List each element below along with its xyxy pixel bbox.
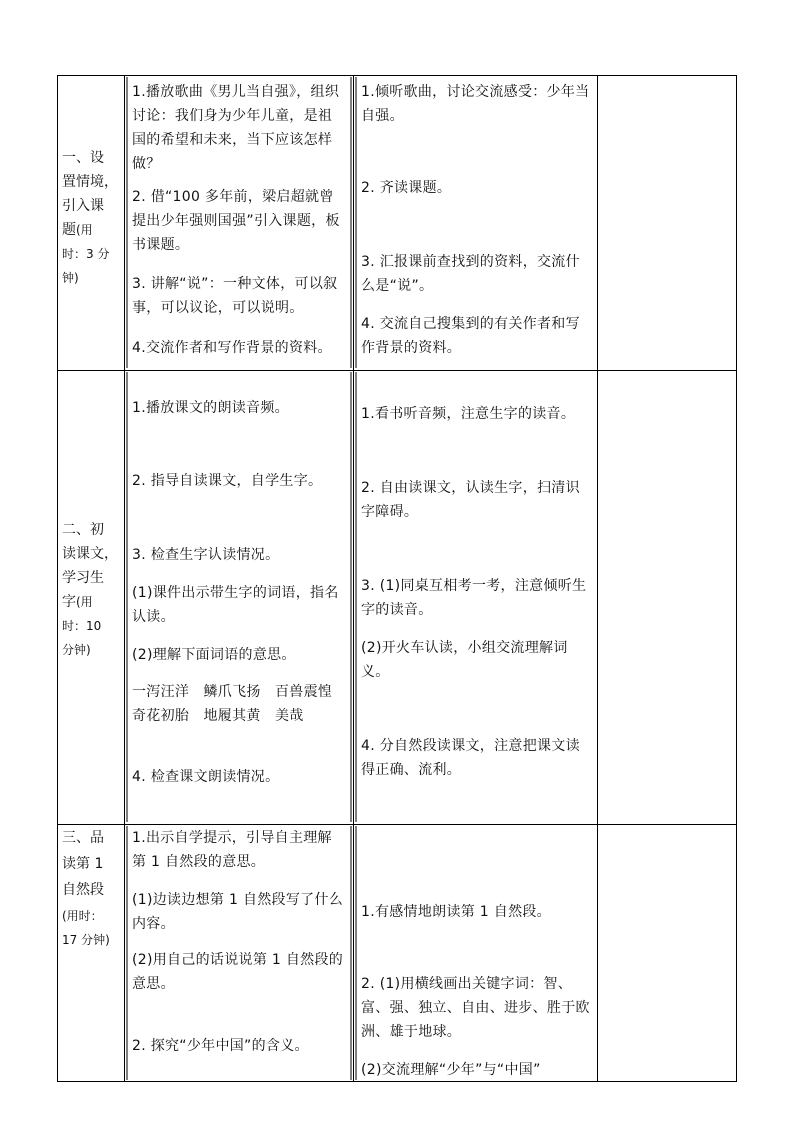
teacher-paragraph: 4.交流作者和写作背景的资料。: [132, 340, 332, 356]
stage-line: 学习生: [62, 570, 104, 586]
stage-cell-3: [62, 826, 122, 952]
stage-line: 三、品: [62, 830, 104, 846]
student-paragraph: 3. (1)同桌互相考一考，注意倾听生字的读音。: [361, 578, 587, 618]
stage-line: 读第 1: [62, 856, 104, 872]
student-paragraph: 4. 分自然段读课文，注意把课文读得正确、流利。: [361, 738, 580, 778]
remarks-cell-1: [598, 76, 736, 370]
teacher-paragraph: 一泻汪洋 鳞爪飞扬 百兽震惶 奇花初胎 地履其黄 美哉: [132, 684, 347, 724]
stage-line: 读课文，: [62, 546, 118, 562]
student-paragraph: (2)交流理解“少年”与“中国”: [361, 1062, 541, 1078]
stage-line: 引入课: [62, 198, 104, 214]
stage-line: 二、初: [62, 522, 104, 538]
teacher-paragraph: (2)用自己的话说说第 1 自然段的意思。: [132, 952, 344, 992]
stage-line: 时：3 分: [62, 247, 110, 261]
stage-line: (用: [76, 595, 93, 609]
remarks-cell-2: [598, 371, 736, 824]
remarks-cell-3: [598, 825, 736, 1081]
stage-line: 分钟): [62, 643, 91, 657]
stage-line: 时：10: [62, 619, 102, 633]
stage-line: 题: [62, 222, 76, 238]
student-paragraph: 2. 自由读课文，认读生字，扫清识字障碍。: [361, 480, 580, 520]
student-paragraph: 2. (1)用横线画出关键字词：智、富、强、独立、自由、进步、胜于欧洲、雄于地球。: [361, 976, 590, 1040]
teacher-paragraph: (1)课件出示带生字的词语，指名认读。: [132, 585, 339, 625]
teacher-paragraph: (1)边读边想第 1 自然段写了什么内容。: [132, 892, 344, 932]
student-paragraph: 4. 交流自己搜集到的有关作者和写作背景的资料。: [361, 316, 580, 356]
teacher-paragraph: 2. 探究“少年中国”的含义。: [132, 1038, 309, 1054]
student-paragraph: 3. 汇报课前查找到的资料，交流什么是“说”。: [361, 254, 580, 294]
stage-line: 字: [62, 594, 76, 610]
student-paragraph: (2)开火车认读，小组交流理解词义。: [361, 640, 568, 680]
teacher-paragraph: 3. 检查生字认读情况。: [132, 547, 280, 563]
teacher-paragraph: 1.播放课文的朗读音频。: [132, 400, 289, 416]
student-paragraph: 1.倾听歌曲，讨论交流感受：少年当自强。: [361, 84, 590, 124]
student-paragraph: 1.有感情地朗读第 1 自然段。: [361, 904, 551, 920]
teacher-paragraph: 2. 借“100 多年前，梁启超就曾提出少年强则国强”引入课题，板书课题。: [132, 189, 340, 253]
stage-cell-1: [62, 146, 122, 290]
stage-line: 钟): [62, 271, 79, 285]
teacher-paragraph: 3. 讲解“说”：一种文体，可以叙事，可以议论，可以说明。: [132, 276, 338, 316]
stage-line: 一、设: [62, 150, 104, 166]
stage-line: 自然段: [62, 882, 104, 898]
teacher-paragraph: 1.播放歌曲《男儿当自强》，组织讨论：我们身为少年儿童，是祖国的希望和未来，当下应该怎样做？: [132, 84, 340, 172]
teacher-paragraph: 2. 指导自读课文，自学生字。: [132, 473, 323, 489]
stage-line: 置情境，: [62, 174, 118, 190]
teacher-paragraph: (2)理解下面词语的意思。: [132, 647, 296, 663]
stage-line: (用时：: [62, 909, 103, 923]
teacher-paragraph: 4. 检查课文朗读情况。: [132, 769, 280, 785]
stage-cell-2: [62, 518, 122, 662]
teacher-paragraph: 1.出示自学提示，引导自主理解第 1 自然段的意思。: [132, 830, 332, 870]
student-paragraph: 2. 齐读课题。: [361, 180, 452, 196]
stage-line: 17 分钟): [62, 933, 110, 947]
student-paragraph: 1.看书听音频，注意生字的读音。: [361, 406, 576, 422]
stage-line: (用: [76, 223, 93, 237]
